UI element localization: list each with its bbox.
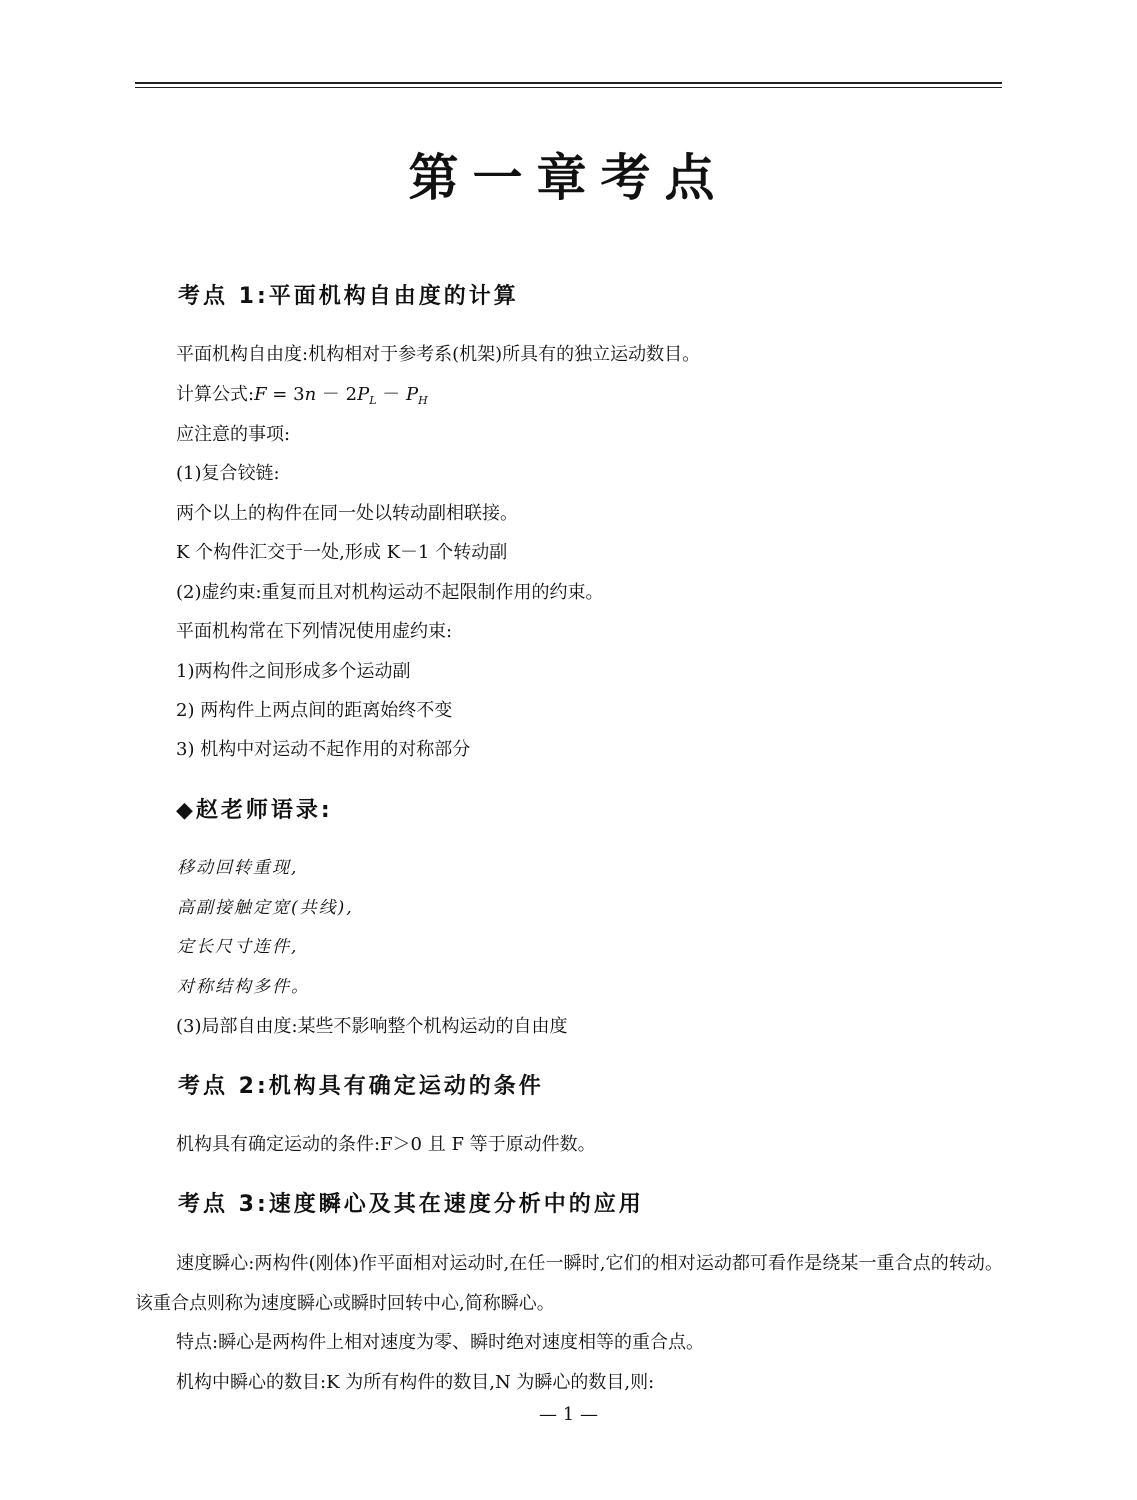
section-3-definition-paragraph: 速度瞬心:两构件(刚体)作平面相对运动时,在任一瞬时,它们的相对运动都可看作是绕某一重合点的转动。该重合点则称为速度瞬心或瞬时回转中心,简称瞬心。: [135, 1253, 1003, 1314]
teacher-quote-heading: ◆赵老师语录:: [176, 798, 333, 823]
formula-eq: = 3: [266, 384, 305, 405]
section-3-feature: 特点:瞬心是两构件上相对速度为零、瞬时绝对速度相等的重合点。: [176, 1332, 705, 1353]
formula-P: P: [357, 384, 370, 405]
compound-hinge-label: (1)复合铰链:: [176, 463, 280, 484]
local-dof-line: (3)局部自由度:某些不影响整个机构运动的自由度: [176, 1016, 568, 1037]
header-rule-thick: [135, 82, 1002, 84]
redundant-constraint-intro: 平面机构常在下列情况使用虚约束:: [176, 621, 453, 642]
formula-minus-2: －: [376, 384, 406, 405]
redundant-constraint-label: (2)虚约束:重复而且对机构运动不起限制作用的约束。: [176, 582, 604, 603]
page-number: — 1 —: [539, 1404, 598, 1425]
redundant-case-2: 2) 两构件上两点间的距离始终不变: [176, 700, 453, 721]
section-1-heading: 考点 1:平面机构自由度的计算: [178, 284, 519, 309]
section-2-heading: 考点 2:机构具有确定运动的条件: [178, 1074, 544, 1099]
formula-sub-H: H: [418, 394, 428, 407]
formula-prefix: 计算公式:: [176, 384, 255, 405]
teacher-quote-1: 移动回转重现,: [177, 858, 299, 878]
formula-n: n: [304, 384, 317, 405]
notes-label: 应注意的事项:: [176, 424, 291, 445]
compound-hinge-desc: 两个以上的构件在同一处以转动副相联接。: [176, 503, 518, 524]
section-3-heading: 考点 3:速度瞬心及其在速度分析中的应用: [178, 1192, 644, 1217]
compound-hinge-rule: K 个构件汇交于一处,形成 K－1 个转动副: [176, 542, 508, 563]
header-rule-thin: [135, 87, 1002, 88]
formula-minus-1: － 2: [316, 384, 358, 405]
formula-P2: P: [405, 384, 419, 405]
section-2-condition: 机构具有确定运动的条件:F＞0 且 F 等于原动件数。: [176, 1134, 596, 1155]
teacher-quote-3: 定长尺寸连件,: [177, 937, 299, 957]
redundant-case-3: 3) 机构中对运动不起作用的对称部分: [176, 739, 471, 760]
section-3-count: 机构中瞬心的数目:K 为所有构件的数目,N 为瞬心的数目,则:: [176, 1372, 655, 1393]
teacher-quote-4: 对称结构多件。: [177, 977, 310, 997]
redundant-case-1: 1)两构件之间形成多个运动副: [176, 661, 411, 682]
teacher-quote-2: 高副接触定宽(共线),: [177, 898, 354, 918]
formula-F: F: [254, 384, 267, 405]
chapter-title: 第一章考点: [408, 149, 729, 207]
formula-line: [176, 382, 428, 414]
section-1-definition: 平面机构自由度:机构相对于参考系(机架)所具有的独立运动数目。: [176, 344, 701, 365]
formula-sub-L: L: [369, 394, 377, 407]
